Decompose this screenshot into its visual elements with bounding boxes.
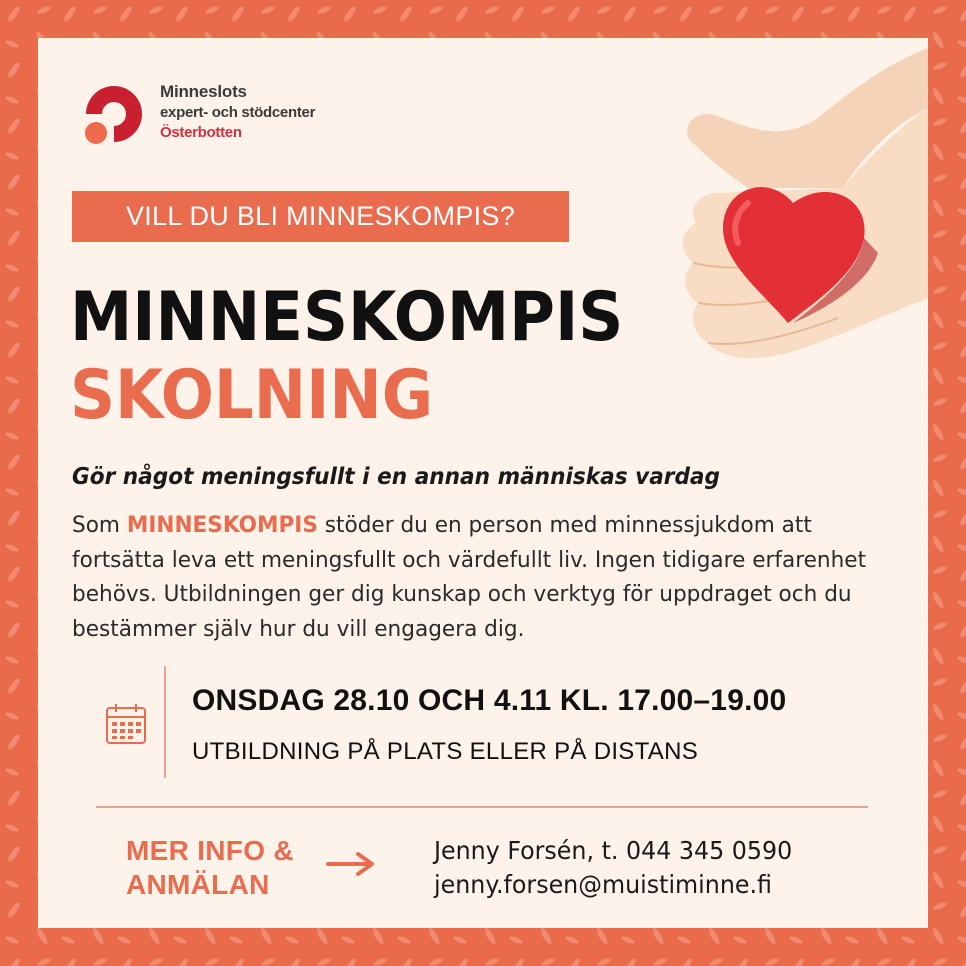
section-divider [96, 806, 868, 808]
logo-region: Österbotten [160, 124, 242, 141]
heart-in-hands-illustration [628, 38, 928, 368]
contact-email[interactable]: jenny.forsen@muistiminne.fi [434, 870, 773, 899]
logo-mark [78, 78, 150, 150]
more-info-heading [126, 834, 294, 902]
headline-line-1: MINNESKOMPIS [70, 278, 624, 357]
call-to-action-badge: VILL DU BLI MINNESKOMPIS? [72, 191, 569, 242]
description-highlight: MINNESKOMPIS [126, 512, 318, 538]
event-date: ONSDAG 28.10 OCH 4.11 KL. 17.00–19.00 [192, 684, 787, 717]
event-divider [164, 666, 166, 778]
description-prefix: Som [72, 512, 127, 538]
more-info-line-1: MER INFO & [126, 835, 294, 866]
calendar-icon [104, 702, 148, 746]
logo-subtitle: expert- och stödcenter [160, 104, 316, 121]
organization-logo [78, 78, 338, 148]
poster-card [38, 38, 928, 928]
tagline: Gör något meningsfullt i en annan människas vardag [72, 464, 721, 490]
event-location: UTBILDNING PÅ PLATS ELLER PÅ DISTANS [192, 738, 699, 765]
description-paragraph [72, 508, 869, 646]
arrow-right-icon [326, 852, 376, 876]
description-text: stöder du en person med minnessjukdom att fortsätta leva ett meningsfullt och värdefullt liv. Ingen tidigare erfarenhet behövs. Utbildningen ger dig kunskap och verktyg för uppdraget och du bestämmer själv hur du vill engagera dig. [72, 512, 867, 642]
headline-line-2: SKOLNING [70, 356, 434, 435]
contact-phone[interactable]: Jenny Forsén, t. 044 345 0590 [434, 836, 793, 865]
more-info-line-2: ANMÄLAN [126, 869, 270, 900]
logo-name: Minneslots [160, 82, 247, 101]
contact-info [434, 834, 792, 902]
